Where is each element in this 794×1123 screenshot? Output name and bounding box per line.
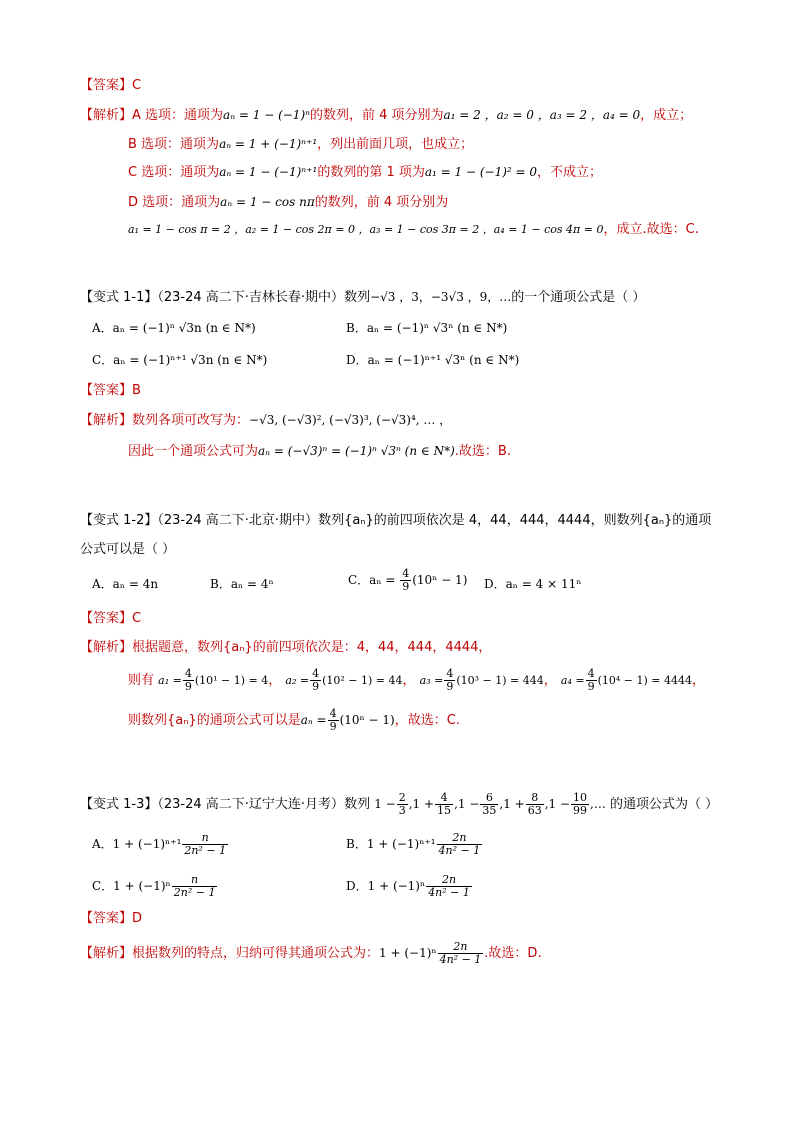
text: 数列{aₙ}的前四项依次是 4，44，444，4444，则数列{aₙ}的通项	[318, 513, 712, 528]
option-d: D．aₙ = 4 × 11ⁿ	[484, 577, 582, 591]
answer-value: C	[132, 611, 142, 626]
denominator: 9	[184, 680, 192, 693]
formula: a₃ =	[419, 674, 444, 687]
option-a-text: A 选项：通项为	[132, 108, 224, 123]
eq-a2	[285, 667, 416, 693]
text: ,1 −	[544, 797, 571, 811]
text: C．1 + (−1)ⁿ	[92, 879, 171, 893]
option-a: A．aₙ = (−1)ⁿ √3n (n ∈ N*)	[92, 321, 256, 335]
stem-term	[454, 791, 499, 817]
text: ，	[692, 673, 706, 688]
fraction	[571, 792, 589, 817]
numerator: 4	[329, 707, 337, 720]
text: ，	[402, 673, 416, 688]
question-source: （23-24 高二下·吉林长春·期中）	[157, 290, 345, 305]
answer-tag: 【答案】	[80, 78, 133, 93]
option-a: A．aₙ = 4n	[92, 577, 159, 591]
question-stem-1	[80, 511, 711, 531]
answer-line	[80, 76, 141, 96]
text: 数列	[344, 290, 371, 305]
text: ,…	[590, 797, 606, 811]
numerator: 2n	[453, 940, 468, 953]
text: 数列	[344, 797, 371, 812]
formula: aₙ = 1 − cos nπ	[220, 195, 315, 209]
analysis-tag: 【解析】	[80, 946, 133, 961]
answer-value: B	[132, 383, 141, 398]
option-b: B．aₙ = 4ⁿ	[210, 577, 274, 591]
question-label: 【变式 1-3】	[80, 797, 158, 812]
text: 的通项公式为（ ）	[610, 797, 719, 812]
numerator: 4	[440, 791, 448, 804]
numerator: 4	[184, 667, 192, 680]
numerator: 4	[312, 667, 320, 680]
analysis-line-2	[128, 668, 705, 693]
text: C．aₙ =	[348, 573, 396, 587]
analysis-tag: 【解析】	[80, 640, 133, 655]
analysis-line-3	[128, 708, 460, 733]
fraction	[586, 668, 597, 693]
text: ，成立.故选：C.	[603, 222, 699, 237]
formula: −√3 ，3，−3√3 ，9，…	[370, 290, 512, 304]
text: .故选：D.	[484, 946, 542, 961]
analysis-line-d	[128, 192, 448, 213]
text: ，	[543, 673, 557, 688]
denominator: 2n² − 1	[173, 886, 216, 899]
eq-a1	[158, 667, 282, 693]
text: ，不成立；	[537, 165, 603, 180]
answer-line	[80, 609, 141, 629]
option-d: D．aₙ = (−1)ⁿ⁺¹ √3ⁿ (n ∈ N*)	[346, 353, 520, 367]
numerator: n	[191, 873, 199, 886]
eq-a3	[419, 667, 557, 693]
fraction	[437, 832, 483, 857]
formula: aₙ = 1 + (−1)ⁿ⁺¹	[219, 137, 318, 151]
question-label: 【变式 1-2】	[80, 513, 158, 528]
answer-tag: 【答案】	[80, 911, 133, 926]
fraction	[526, 792, 544, 817]
formula: a₁ = 1 − (−1)² = 0	[424, 165, 538, 179]
fraction	[435, 792, 453, 817]
formula: a₁ =	[158, 674, 182, 687]
numerator: n	[201, 831, 209, 844]
denominator: 9	[329, 720, 337, 733]
denominator: 9	[312, 680, 320, 693]
answer-line	[80, 909, 142, 929]
analysis-line-a	[80, 105, 692, 126]
numerator: 8	[531, 791, 539, 804]
text: 数列各项可改写为：	[132, 413, 250, 428]
stem-term	[408, 791, 454, 817]
option-a	[92, 832, 229, 857]
answer-tag: 【答案】	[80, 611, 133, 626]
text: 的数列，前 4 项分别为	[314, 195, 449, 210]
formula: aₙ = 1 − (−1)ⁿ⁺¹	[219, 165, 318, 179]
answer-value: C	[132, 78, 142, 93]
formula: (10⁴ − 1) = 4444	[597, 674, 693, 687]
question-source: （23-24 高二下·辽宁大连·月考）	[157, 797, 345, 812]
fraction	[480, 792, 498, 817]
analysis-line-c	[128, 162, 602, 183]
text: ，故选：C.	[394, 713, 460, 728]
denominator: 2n² − 1	[184, 844, 227, 857]
text: ,1 +	[499, 797, 525, 811]
analysis-tag: 【解析】	[80, 413, 133, 428]
formula: a₂ =	[285, 674, 310, 687]
denominator: 9	[446, 680, 454, 693]
numerator: 4	[446, 667, 454, 680]
question-stem	[80, 792, 718, 817]
text: D．1 + (−1)ⁿ	[346, 879, 426, 893]
text: ，	[268, 673, 282, 688]
fraction	[426, 874, 472, 899]
text: ,1 −	[454, 797, 480, 811]
text: 1 −	[374, 797, 396, 811]
analysis-line-1	[80, 410, 451, 431]
fraction	[172, 874, 218, 899]
formula: aₙ = (−√3)ⁿ = (−1)ⁿ √3ⁿ (n ∈ N*)	[258, 444, 455, 458]
denominator: 9	[587, 680, 595, 693]
option-b-text: B 选项：通项为	[128, 137, 220, 152]
text: ,1 +	[408, 797, 435, 811]
fraction	[328, 708, 339, 733]
analysis-line-b	[128, 134, 473, 155]
formula: (10ⁿ − 1)	[339, 713, 395, 727]
answer-tag: 【答案】	[80, 383, 133, 398]
numerator: 10	[573, 791, 588, 804]
analysis-tag: 【解析】	[80, 108, 133, 123]
formula: aₙ =	[300, 713, 327, 727]
numerator: 2n	[452, 831, 467, 844]
fraction	[444, 668, 455, 693]
text: ，列出前面几项，也成立；	[317, 137, 474, 152]
text: 根据题意，数列{aₙ}的前四项依次是：	[132, 640, 357, 655]
stem-term	[499, 791, 544, 817]
formula: (10² − 1) = 44	[322, 674, 403, 687]
stem-term	[544, 791, 590, 817]
numerator: 4	[402, 567, 410, 580]
fraction	[182, 832, 228, 857]
text: (10ⁿ − 1)	[412, 573, 468, 587]
numerator: 6	[485, 791, 493, 804]
question-stem	[80, 287, 645, 308]
formula: −√3, (−√3)², (−√3)³, (−√3)⁴, … ，	[249, 413, 452, 427]
formula: a₄ =	[560, 674, 585, 687]
formula: a₁ = 1 − cos π = 2 ，a₂ = 1 − cos 2π = 0 ，a₃ = 1 − cos 3π = 2 ，a₄ = 1 − cos 4π = 0	[128, 223, 604, 236]
analysis-line	[80, 941, 542, 966]
answer-line	[80, 381, 141, 401]
denominator: 4n² − 1	[438, 844, 481, 857]
fraction	[397, 792, 408, 817]
eq-a4	[560, 667, 706, 693]
text: .故选：B.	[454, 444, 511, 459]
option-d-text: D 选项：通项为	[128, 195, 221, 210]
text: B．1 + (−1)ⁿ⁺¹	[346, 837, 436, 851]
numerator: 4	[587, 667, 595, 680]
stem-term	[374, 791, 409, 817]
text: 4，44，444，4444，	[356, 640, 492, 655]
option-d	[346, 874, 473, 899]
numerator: 2	[398, 791, 406, 804]
fraction	[183, 668, 194, 693]
denominator: 63	[527, 804, 542, 817]
question-stem-2: 公式可以是（ ）	[80, 542, 176, 557]
formula: 1 + (−1)ⁿ	[379, 946, 437, 960]
formula: aₙ = 1 − (−1)ⁿ	[223, 108, 310, 122]
option-b: B．aₙ = (−1)ⁿ √3ⁿ (n ∈ N*)	[346, 321, 508, 335]
formula: a₁ = 2 ，a₂ = 0 ，a₃ = 2 ，a₄ = 0	[443, 108, 641, 122]
text: A．1 + (−1)ⁿ⁺¹	[92, 837, 182, 851]
option-c: C．aₙ = (−1)ⁿ⁺¹ √3n (n ∈ N*)	[92, 353, 268, 367]
text: 的一个通项公式是（ ）	[511, 290, 646, 305]
formula: (10³ − 1) = 444	[456, 674, 544, 687]
formula: (10¹ − 1) = 4	[194, 674, 269, 687]
denominator: 15	[437, 804, 452, 817]
text: 的数列，前 4 项分别为	[309, 108, 444, 123]
denominator: 99	[573, 804, 588, 817]
analysis-line-d-values	[128, 220, 699, 240]
question-label: 【变式 1-1】	[80, 290, 158, 305]
text: 则数列{aₙ}的通项公式可以是	[128, 713, 301, 728]
denominator: 4n² − 1	[439, 953, 482, 966]
denominator: 9	[402, 580, 410, 593]
analysis-line-1	[80, 638, 491, 658]
fraction	[438, 941, 484, 966]
option-c-text: C 选项：通项为	[128, 165, 220, 180]
numerator: 2n	[441, 873, 457, 886]
fraction	[400, 568, 411, 593]
question-source: （23-24 高二下·北京·期中）	[157, 513, 319, 528]
analysis-line-2	[128, 441, 511, 462]
text: 因此一个通项公式可为	[128, 444, 259, 459]
denominator: 35	[482, 804, 497, 817]
denominator: 4n² − 1	[428, 886, 470, 899]
fraction	[310, 668, 321, 693]
text: 根据数列的特点，归纳可得其通项公式为：	[132, 946, 380, 961]
option-c	[348, 568, 467, 593]
text: 则有	[128, 673, 155, 688]
option-b	[346, 832, 483, 857]
text: 的数列的第 1 项为	[317, 165, 425, 180]
denominator: 3	[398, 804, 406, 817]
answer-value: D	[132, 911, 143, 926]
option-c	[92, 874, 218, 899]
text: ，成立；	[640, 108, 693, 123]
